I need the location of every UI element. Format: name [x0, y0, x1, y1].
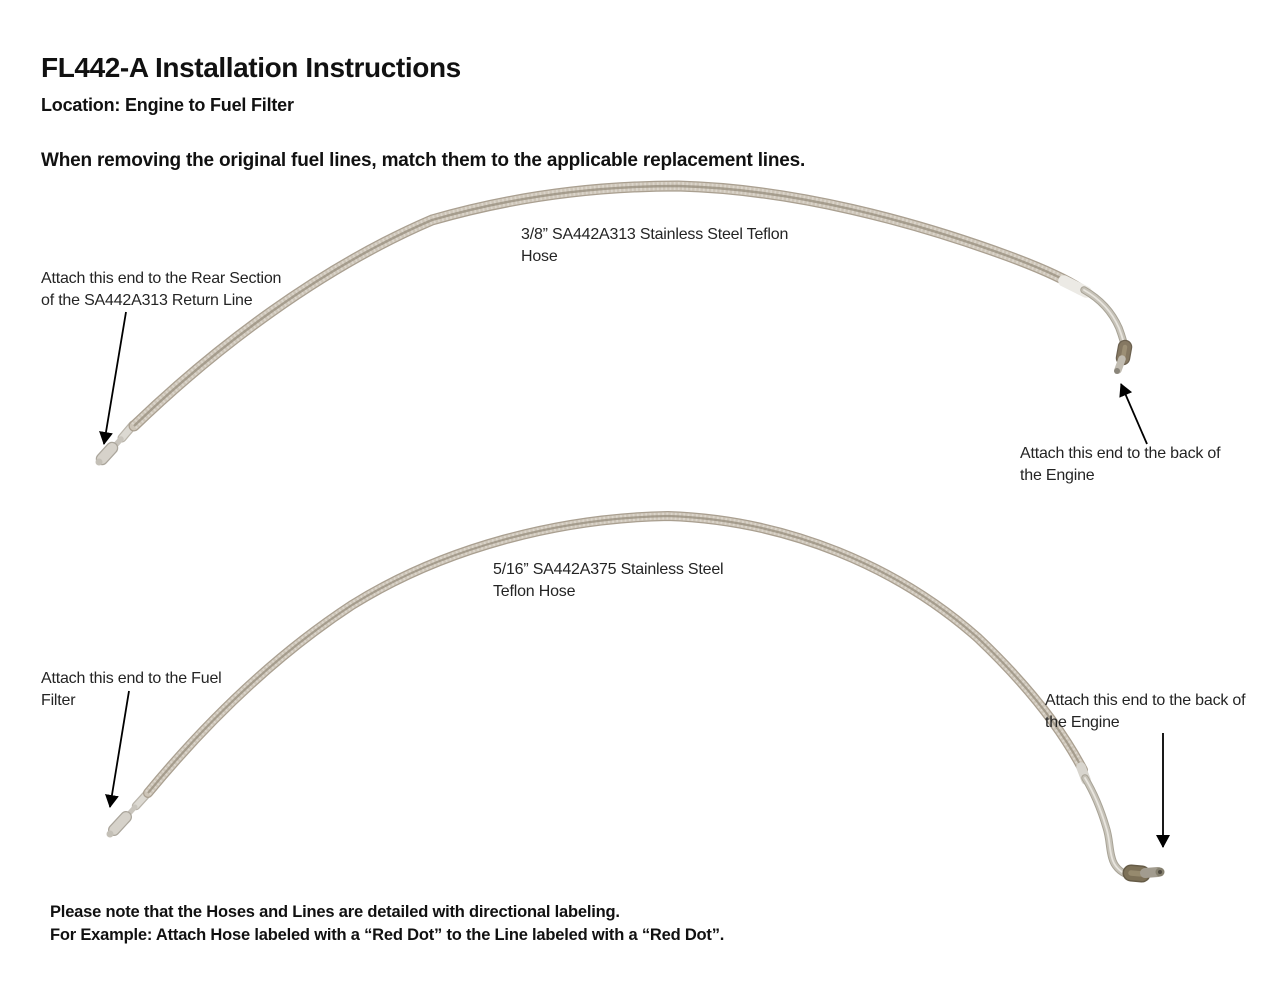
footer-note — [50, 901, 724, 946]
intro-instruction: When removing the original fuel lines, match them to the applicable replacement lines. — [41, 150, 806, 171]
hose-2-braid — [148, 516, 1083, 793]
hose-1-right-fitting — [1114, 347, 1125, 374]
location-subtitle: Location: Engine to Fuel Filter — [41, 95, 294, 115]
hose-1-left-callout-line2: of the SA442A313 Return Line — [41, 292, 253, 309]
arrow-hose1-right — [1121, 384, 1147, 444]
footer-note-line2: For Example: Attach Hose labeled with a “Red Dot” to the Line labeled with a “Red Dot”. — [50, 925, 725, 944]
hose-2-label-line2: Teflon Hose — [493, 583, 576, 600]
hose-2-right-callout-line1: Attach this end to the back of — [1045, 692, 1246, 709]
hose-1-label-line2: Hose — [521, 248, 558, 265]
page-title: FL442-A Installation Instructions — [41, 52, 461, 83]
hose-1-right-callout-line2: the Engine — [1020, 467, 1095, 484]
hose-2-right-tube — [1085, 778, 1128, 875]
hose-1-label-line1: 3/8” SA442A313 Stainless Steel Teflon — [521, 226, 789, 243]
hose-1-left-callout — [41, 268, 281, 312]
hose-2-left-fitting — [107, 795, 147, 838]
hose-2-left-callout-line1: Attach this end to the Fuel — [41, 670, 222, 687]
hose-2-left-callout-line2: Filter — [41, 692, 76, 709]
footer-note-line1: Please note that the Hoses and Lines are detailed with directional labeling. — [50, 903, 620, 921]
hose-1-right-callout — [1020, 443, 1220, 487]
hose-2-label-line1: 5/16” SA442A375 Stainless Steel — [493, 561, 724, 578]
hose-2-right-fitting — [1131, 868, 1165, 877]
hose-2-label — [493, 559, 723, 603]
hose-2-left-callout — [41, 668, 222, 712]
arrow-hose1-left — [104, 312, 126, 444]
hose-2-right-callout-line2: the Engine — [1045, 714, 1120, 731]
hose-1-label — [521, 224, 788, 268]
hose-1-left-callout-line1: Attach this end to the Rear Section — [41, 270, 282, 287]
hose-1-left-fitting — [96, 425, 134, 466]
hose-1-right-tube — [1084, 290, 1125, 349]
hose-2-right-callout — [1045, 690, 1245, 734]
hose-1-right-callout-line1: Attach this end to the back of — [1020, 445, 1221, 462]
